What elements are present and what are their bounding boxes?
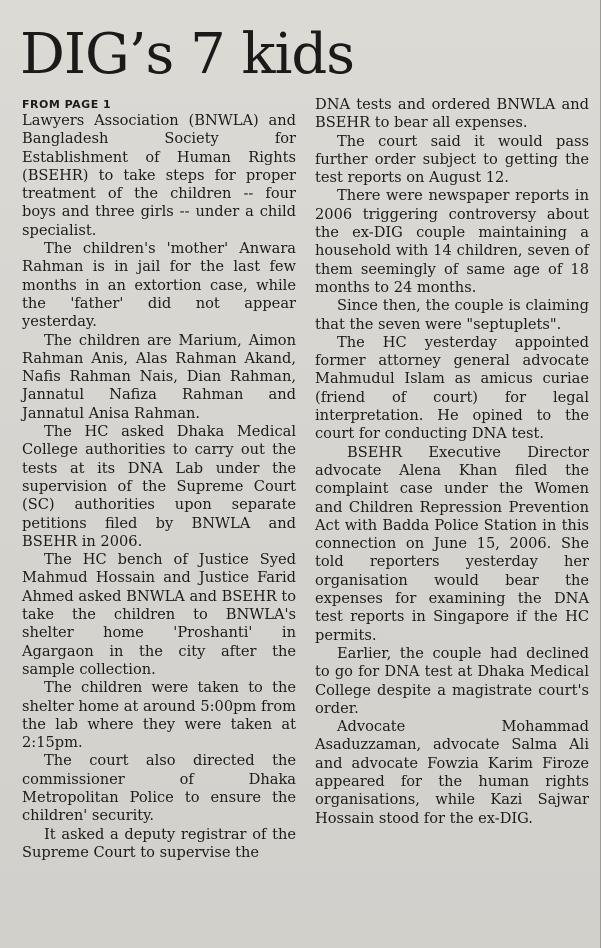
paragraph: The court also directed the commissioner of Dhaka Metropolitan Police to ensure the children' security. xyxy=(22,752,296,825)
right-column xyxy=(315,96,589,828)
kicker: FROM PAGE 1 xyxy=(22,98,112,111)
paragraph: The HC yesterday appointed former attorney general advocate Mahmudul Islam as amicus curiae (friend of court) for legal interpretation. He opined to the court for conducting DNA test. xyxy=(315,333,589,443)
headline: DIG’s 7 kids xyxy=(20,22,354,87)
paragraph: Advocate Mohammad Asaduzzaman, advocate Salma Ali and advocate Fowzia Karim Firoze appeared for the human rights organisations, while Kazi Sajwar Hossain stood for the ex-DIG. xyxy=(315,718,589,827)
paragraph: DNA tests and ordered BNWLA and BSEHR to bear all expenses. xyxy=(315,96,589,132)
paragraph: The HC asked Dhaka Medical College authorities to carry out the tests at its DNA Lab under the supervision of the Supreme Court (SC) authorities upon separate petitions filed by BNWLA and BSEHR in 2006. xyxy=(22,423,296,550)
left-column xyxy=(22,98,296,862)
paragraph: The children were taken to the shelter home at around 5:00pm from the lab where they were taken at 2:15pm. xyxy=(22,679,296,752)
paragraph: BSEHR Executive Director advocate Alena Khan filed the complaint case under the Women and Children Repression Prevention Act with Badda Police Station in this connection on June 15, 2006. She told reporters yesterday her organisation would bear the expenses for examining the DNA test reports in Singapore if the HC permits. xyxy=(315,443,589,644)
paragraph: The children's 'mother' Anwara Rahman is in jail for the last few months in an extortion case, while the 'father' did not appear yesterday. xyxy=(22,240,296,331)
paragraph: The HC bench of Justice Syed Mahmud Hossain and Justice Farid Ahmed asked BNWLA and BSEHR to take the children to BNWLA's shelter home 'Proshanti' in Agargaon in the city after the sample collection. xyxy=(22,551,296,678)
paragraph: Since then, the couple is claiming that the seven were "septuplets". xyxy=(315,297,589,333)
paragraph: The court said it would pass further order subject to getting the test reports on August 12. xyxy=(315,132,589,187)
paragraph: Earlier, the couple had declined to go for DNA test at Dhaka Medical College despite a magistrate court's order. xyxy=(315,644,589,717)
paragraph: There were newspaper reports in 2006 triggering controversy about the ex-DIG couple maintaining a household with 14 children, seven of them seemingly of same age of 18 months to 24 months. xyxy=(315,187,589,296)
paragraph: The children are Marium, Aimon Rahman Anis, Alas Rahman Akand, Nafis Rahman Nais, Dian Rahman, Jannatul Nafiza Rahman and Jannatul Anisa Rahman. xyxy=(22,331,296,422)
paragraph: It asked a deputy registrar of the Supreme Court to supervise the xyxy=(22,825,296,861)
paragraph: Lawyers Association (BNWLA) and Bangladesh Society for Establishment of Human Rights (BSEHR) to take steps for proper treatment of the children -- four boys and three girls -- under a child specialist. xyxy=(22,112,296,239)
